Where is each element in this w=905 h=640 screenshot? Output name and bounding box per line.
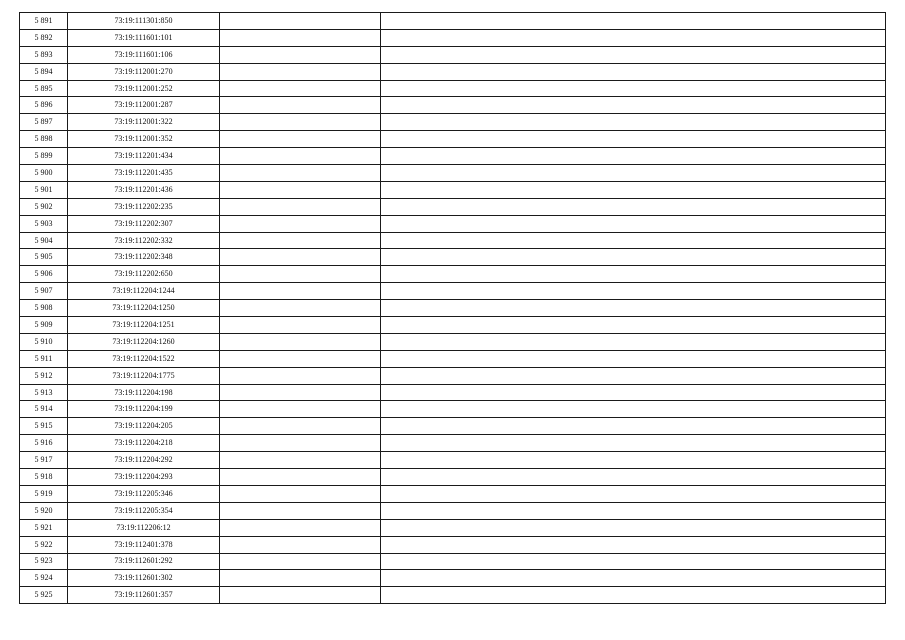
table-row bbox=[20, 283, 886, 300]
cell-cad: 73:19:112202:235 bbox=[68, 198, 220, 215]
cell-note bbox=[220, 469, 381, 486]
cell-addr bbox=[381, 435, 886, 452]
cell-num: 5 913 bbox=[20, 384, 68, 401]
cell-cad: 73:19:112204:292 bbox=[68, 452, 220, 469]
cell-addr bbox=[381, 469, 886, 486]
cell-num: 5 918 bbox=[20, 469, 68, 486]
cell-addr bbox=[381, 114, 886, 131]
cell-note bbox=[220, 485, 381, 502]
cell-cad: 73:19:112401:378 bbox=[68, 536, 220, 553]
cell-addr bbox=[381, 131, 886, 148]
cell-num: 5 893 bbox=[20, 46, 68, 63]
cell-num: 5 914 bbox=[20, 401, 68, 418]
cell-addr bbox=[381, 536, 886, 553]
table-row bbox=[20, 384, 886, 401]
table-row bbox=[20, 519, 886, 536]
cell-num: 5 901 bbox=[20, 181, 68, 198]
cell-addr bbox=[381, 283, 886, 300]
cell-note bbox=[220, 131, 381, 148]
cell-cad: 73:19:111301:850 bbox=[68, 13, 220, 30]
cell-cad: 73:19:112001:252 bbox=[68, 80, 220, 97]
cell-cad: 73:19:112204:1251 bbox=[68, 317, 220, 334]
cell-addr bbox=[381, 587, 886, 604]
cell-addr bbox=[381, 266, 886, 283]
table-row bbox=[20, 232, 886, 249]
cell-note bbox=[220, 114, 381, 131]
table-row bbox=[20, 215, 886, 232]
cell-note bbox=[220, 384, 381, 401]
cell-note bbox=[220, 181, 381, 198]
cell-cad: 73:19:112204:218 bbox=[68, 435, 220, 452]
cell-note bbox=[220, 80, 381, 97]
table-row bbox=[20, 97, 886, 114]
cell-note bbox=[220, 418, 381, 435]
cell-num: 5 921 bbox=[20, 519, 68, 536]
cell-addr bbox=[381, 418, 886, 435]
cell-cad: 73:19:112205:354 bbox=[68, 502, 220, 519]
cell-note bbox=[220, 367, 381, 384]
table-row bbox=[20, 114, 886, 131]
table-row bbox=[20, 435, 886, 452]
cell-num: 5 925 bbox=[20, 587, 68, 604]
registry-table-body bbox=[20, 13, 886, 604]
cell-num: 5 924 bbox=[20, 570, 68, 587]
cell-cad: 73:19:112601:292 bbox=[68, 553, 220, 570]
cell-cad: 73:19:112204:293 bbox=[68, 469, 220, 486]
table-row bbox=[20, 181, 886, 198]
cell-addr bbox=[381, 384, 886, 401]
cell-addr bbox=[381, 367, 886, 384]
cell-num: 5 892 bbox=[20, 29, 68, 46]
cell-num: 5 919 bbox=[20, 485, 68, 502]
cell-note bbox=[220, 266, 381, 283]
cell-note bbox=[220, 148, 381, 165]
cell-note bbox=[220, 13, 381, 30]
cell-num: 5 894 bbox=[20, 63, 68, 80]
cell-num: 5 903 bbox=[20, 215, 68, 232]
table-row bbox=[20, 300, 886, 317]
table-row bbox=[20, 198, 886, 215]
cell-note bbox=[220, 519, 381, 536]
cell-addr bbox=[381, 485, 886, 502]
table-row bbox=[20, 80, 886, 97]
cell-cad: 73:19:112204:1244 bbox=[68, 283, 220, 300]
cell-addr bbox=[381, 519, 886, 536]
cell-note bbox=[220, 350, 381, 367]
cell-cad: 73:19:112204:1260 bbox=[68, 333, 220, 350]
cell-cad: 73:19:112202:650 bbox=[68, 266, 220, 283]
cell-note bbox=[220, 249, 381, 266]
cell-addr bbox=[381, 63, 886, 80]
cell-addr bbox=[381, 249, 886, 266]
cell-note bbox=[220, 435, 381, 452]
cell-num: 5 908 bbox=[20, 300, 68, 317]
cell-cad: 73:19:112201:436 bbox=[68, 181, 220, 198]
cell-num: 5 895 bbox=[20, 80, 68, 97]
cell-num: 5 898 bbox=[20, 131, 68, 148]
cell-cad: 73:19:112601:357 bbox=[68, 587, 220, 604]
cell-cad: 73:19:112204:198 bbox=[68, 384, 220, 401]
cell-num: 5 910 bbox=[20, 333, 68, 350]
cell-num: 5 912 bbox=[20, 367, 68, 384]
cell-cad: 73:19:112601:302 bbox=[68, 570, 220, 587]
cell-cad: 73:19:112204:1775 bbox=[68, 367, 220, 384]
cell-cad: 73:19:112204:205 bbox=[68, 418, 220, 435]
table-row bbox=[20, 148, 886, 165]
cell-note bbox=[220, 333, 381, 350]
cell-cad: 73:19:112001:322 bbox=[68, 114, 220, 131]
cell-num: 5 896 bbox=[20, 97, 68, 114]
cell-num: 5 917 bbox=[20, 452, 68, 469]
cell-addr bbox=[381, 46, 886, 63]
table-row bbox=[20, 367, 886, 384]
cell-addr bbox=[381, 333, 886, 350]
cell-cad: 73:19:112204:1522 bbox=[68, 350, 220, 367]
cell-num: 5 891 bbox=[20, 13, 68, 30]
cell-note bbox=[220, 317, 381, 334]
cell-cad: 73:19:112205:346 bbox=[68, 485, 220, 502]
cell-note bbox=[220, 570, 381, 587]
cell-cad: 73:19:112204:199 bbox=[68, 401, 220, 418]
cell-addr bbox=[381, 215, 886, 232]
table-row bbox=[20, 29, 886, 46]
table-row bbox=[20, 131, 886, 148]
cell-addr bbox=[381, 165, 886, 182]
table-row bbox=[20, 249, 886, 266]
cell-addr bbox=[381, 232, 886, 249]
cell-note bbox=[220, 63, 381, 80]
cell-addr bbox=[381, 401, 886, 418]
table-row bbox=[20, 553, 886, 570]
cell-cad: 73:19:112201:435 bbox=[68, 165, 220, 182]
table-row bbox=[20, 266, 886, 283]
cell-addr bbox=[381, 570, 886, 587]
table-row bbox=[20, 502, 886, 519]
table-row bbox=[20, 452, 886, 469]
cell-num: 5 906 bbox=[20, 266, 68, 283]
table-row bbox=[20, 570, 886, 587]
table-row bbox=[20, 401, 886, 418]
cell-num: 5 899 bbox=[20, 148, 68, 165]
cell-note bbox=[220, 536, 381, 553]
cell-note bbox=[220, 232, 381, 249]
cell-cad: 73:19:112202:348 bbox=[68, 249, 220, 266]
cell-cad: 73:19:112202:332 bbox=[68, 232, 220, 249]
table-row bbox=[20, 317, 886, 334]
cell-addr bbox=[381, 553, 886, 570]
cell-addr bbox=[381, 350, 886, 367]
table-row bbox=[20, 485, 886, 502]
cell-note bbox=[220, 452, 381, 469]
cell-num: 5 911 bbox=[20, 350, 68, 367]
cell-note bbox=[220, 283, 381, 300]
cell-cad: 73:19:112201:434 bbox=[68, 148, 220, 165]
cell-num: 5 907 bbox=[20, 283, 68, 300]
cell-num: 5 923 bbox=[20, 553, 68, 570]
table-row bbox=[20, 536, 886, 553]
cell-note bbox=[220, 553, 381, 570]
cell-note bbox=[220, 300, 381, 317]
cell-note bbox=[220, 198, 381, 215]
cell-addr bbox=[381, 452, 886, 469]
cell-cad: 73:19:112001:287 bbox=[68, 97, 220, 114]
cell-cad: 73:19:111601:106 bbox=[68, 46, 220, 63]
cell-addr bbox=[381, 80, 886, 97]
registry-table bbox=[19, 12, 886, 604]
table-row bbox=[20, 469, 886, 486]
table-row bbox=[20, 350, 886, 367]
cell-num: 5 904 bbox=[20, 232, 68, 249]
cell-num: 5 916 bbox=[20, 435, 68, 452]
cell-note bbox=[220, 46, 381, 63]
table-row bbox=[20, 165, 886, 182]
cell-cad: 73:19:112204:1250 bbox=[68, 300, 220, 317]
cell-num: 5 900 bbox=[20, 165, 68, 182]
table-row bbox=[20, 587, 886, 604]
cell-addr bbox=[381, 317, 886, 334]
table-row bbox=[20, 46, 886, 63]
cell-note bbox=[220, 97, 381, 114]
cell-num: 5 922 bbox=[20, 536, 68, 553]
cell-addr bbox=[381, 300, 886, 317]
cell-note bbox=[220, 215, 381, 232]
cell-note bbox=[220, 165, 381, 182]
cell-addr bbox=[381, 97, 886, 114]
cell-cad: 73:19:112202:307 bbox=[68, 215, 220, 232]
cell-addr bbox=[381, 181, 886, 198]
cell-num: 5 920 bbox=[20, 502, 68, 519]
cell-addr bbox=[381, 29, 886, 46]
cell-addr bbox=[381, 148, 886, 165]
table-row bbox=[20, 333, 886, 350]
cell-note bbox=[220, 587, 381, 604]
cell-num: 5 915 bbox=[20, 418, 68, 435]
cell-cad: 73:19:112206:12 bbox=[68, 519, 220, 536]
cell-note bbox=[220, 401, 381, 418]
cell-addr bbox=[381, 13, 886, 30]
cell-num: 5 905 bbox=[20, 249, 68, 266]
cell-cad: 73:19:112001:270 bbox=[68, 63, 220, 80]
cell-addr bbox=[381, 198, 886, 215]
cell-note bbox=[220, 502, 381, 519]
table-row bbox=[20, 63, 886, 80]
cell-addr bbox=[381, 502, 886, 519]
cell-cad: 73:19:111601:101 bbox=[68, 29, 220, 46]
cell-num: 5 909 bbox=[20, 317, 68, 334]
table-row bbox=[20, 418, 886, 435]
cell-num: 5 897 bbox=[20, 114, 68, 131]
cell-note bbox=[220, 29, 381, 46]
cell-cad: 73:19:112001:352 bbox=[68, 131, 220, 148]
cell-num: 5 902 bbox=[20, 198, 68, 215]
table-row bbox=[20, 13, 886, 30]
